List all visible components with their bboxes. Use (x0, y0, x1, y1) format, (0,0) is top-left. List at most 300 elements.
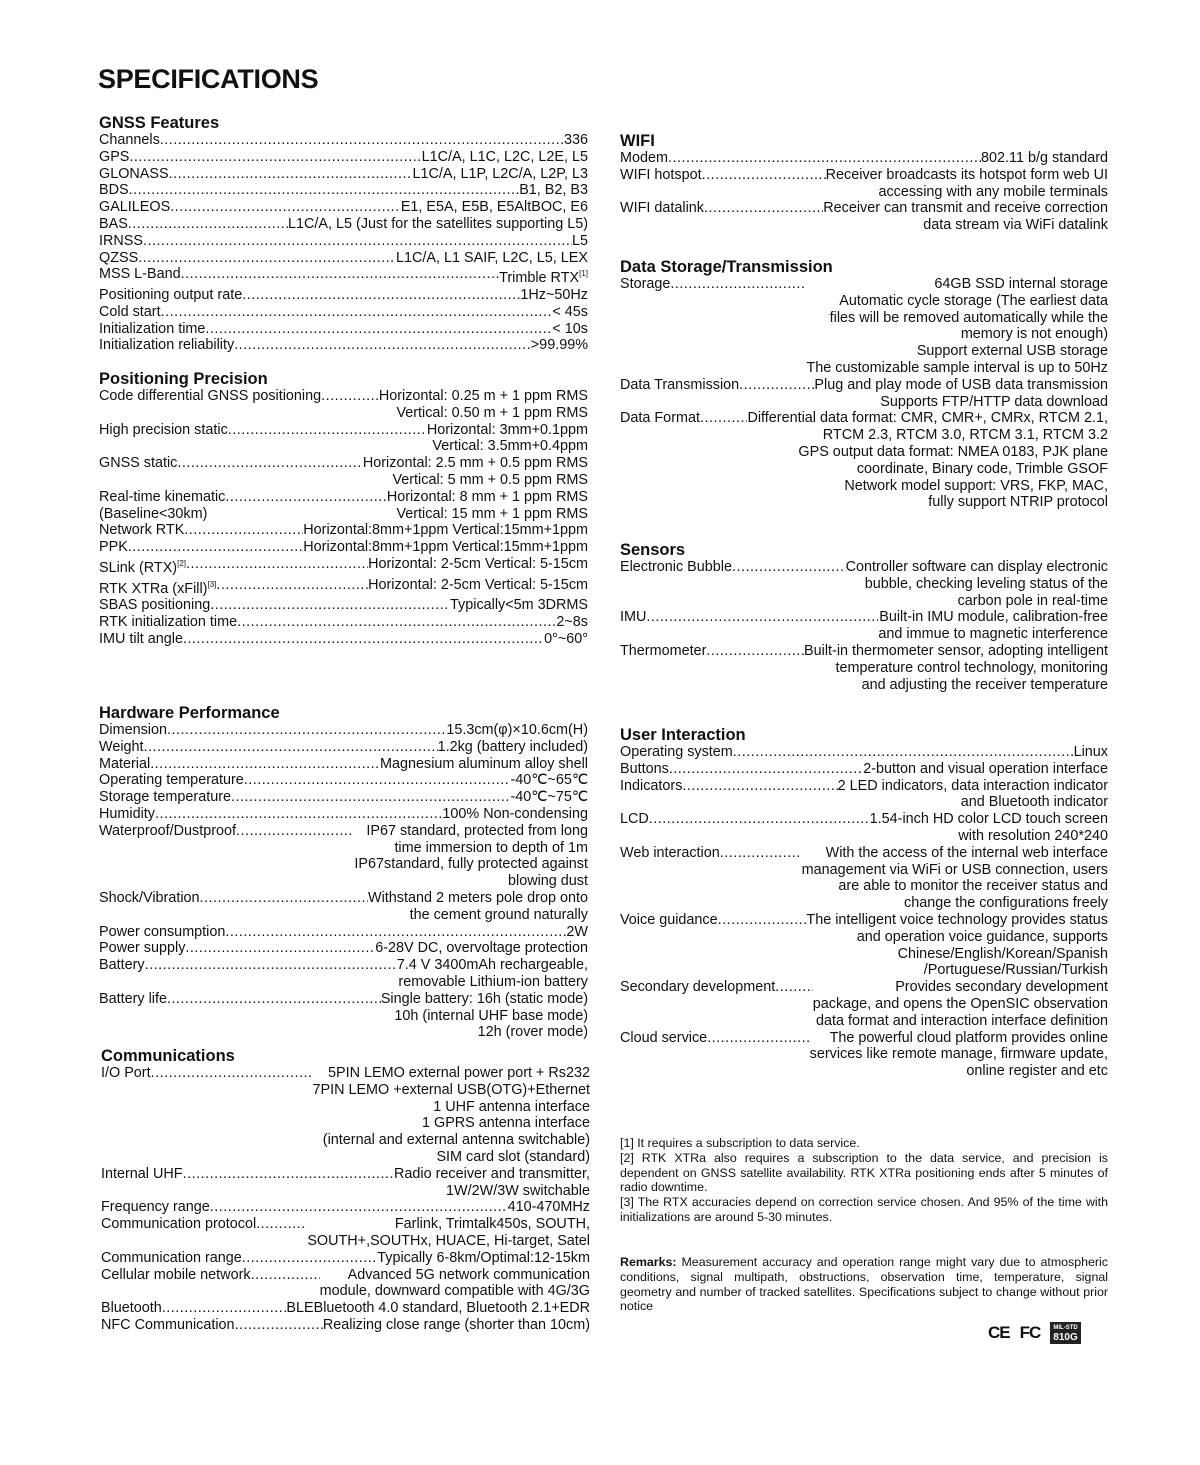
leader-dots (646, 609, 878, 626)
spec-row-wifi-hotspot (620, 167, 1108, 201)
spec-value-line: Differential data format: CMR, CMR+, CMRx, RTCM 2.1, (747, 410, 1108, 427)
spec-row-internal-uhf (101, 1166, 590, 1200)
footnote-1: [1] It requires a subscription to data service. (620, 1136, 860, 1150)
spec-label: Channels (99, 132, 160, 148)
spec-row-irnss (99, 233, 588, 250)
leader-dots (183, 631, 544, 648)
spec-label: RTK XTRa (xFill)[3] (99, 579, 217, 597)
spec-label: Positioning output rate (99, 286, 243, 303)
spec-value-line: Typically 6-8km/Optimal:12-15km (377, 1249, 590, 1266)
mil-std-icon (1050, 1322, 1080, 1344)
spec-value-line: 1W/2W/3W switchable (446, 1182, 590, 1199)
spec-value-line: and adjusting the receiver temperature (861, 676, 1108, 693)
spec-row-initialization-time (99, 321, 588, 338)
spec-value (838, 778, 1108, 812)
spec-value-line: 336 (563, 132, 588, 148)
section-gnss-features (99, 114, 588, 354)
spec-row-baseline-30km (99, 506, 588, 523)
spec-label: Operating temperature (99, 772, 244, 789)
spec-value-line: 6-28V DC, overvoltage protection (375, 940, 588, 957)
spec-row-wifi-datalink (620, 200, 1108, 234)
spec-label: Humidity (99, 805, 155, 822)
spec-value-line: Support external USB storage (916, 343, 1108, 360)
spec-value (354, 823, 588, 890)
spec-value (747, 410, 1108, 511)
spec-value-line: E1, E5A, E5B, E5AltBOC, E6 (400, 199, 588, 216)
spec-label: Thermometer (620, 642, 707, 659)
leader-dots (682, 778, 837, 795)
footnote-2: [2] RTK XTRa also requires a subscription to the data service, and precision is dependent on GNSS satellite availability. RTK XTRa positioning ends after 5 minutes of radio downtime. (620, 1150, 1108, 1195)
spec-value-line: L1C/A, L1 SAIF, L2C, L5, LEX (396, 249, 588, 266)
spec-value (368, 890, 588, 924)
spec-value-line: services like remote manage, firmware update, (809, 1046, 1108, 1063)
spec-row-qzss (99, 250, 588, 267)
spec-value (519, 182, 588, 199)
spec-value-line: and immue to magnetic interference (878, 626, 1108, 643)
spec-value-line: L1C/A, L5 (Just for the satellites supporting L5) (288, 215, 588, 232)
spec-value (499, 266, 588, 287)
spec-value (870, 811, 1108, 845)
spec-row-storage (620, 276, 1108, 377)
spec-value-line: Realizing close range (shorter than 10cm) (322, 1316, 590, 1333)
spec-value-line: Linux (1073, 744, 1108, 760)
leader-dots (151, 1065, 313, 1082)
spec-row-modem (620, 150, 1108, 167)
spec-label: Modem (620, 150, 668, 166)
spec-value-line: Receiver broadcasts its hotspot form web UI (825, 166, 1108, 183)
spec-label: LCD (620, 811, 649, 828)
spec-value-line: accessing with any mobile terminals (878, 183, 1108, 200)
spec-value (427, 422, 588, 456)
spec-value (401, 199, 588, 216)
leader-dots (649, 811, 870, 828)
spec-value (552, 304, 588, 321)
spec-value-line: Advanced 5G network communication (347, 1266, 590, 1283)
spec-label: Power supply (99, 940, 186, 957)
section-wifi (620, 132, 1108, 234)
spec-label: High precision static (99, 421, 228, 438)
spec-label: Buttons (620, 760, 669, 777)
spec-value (981, 150, 1108, 167)
spec-value-line: Vertical: 15 mm + 1 ppm RMS (396, 505, 588, 522)
spec-row-i-o-port (101, 1065, 590, 1166)
spec-value-line: Network model support: VRS, FKP, MAC, (844, 477, 1108, 494)
spec-value-line: 1 GPRS antenna interface (422, 1115, 590, 1132)
spec-value (450, 597, 588, 614)
leader-dots (167, 991, 381, 1008)
spec-value (814, 377, 1108, 411)
spec-label: IMU (620, 609, 647, 626)
spec-label: Dimension (99, 722, 167, 738)
spec-row-secondary-development (620, 979, 1108, 1029)
spec-value-line: removable Lithium-ion battery (398, 973, 588, 990)
spec-value (286, 1300, 590, 1317)
spec-row-galileos (99, 199, 588, 216)
spec-value (1074, 744, 1108, 761)
spec-label: Material (99, 755, 151, 772)
spec-value-line: coordinate, Binary code, Trimble GSOF (856, 460, 1108, 477)
spec-value (810, 1030, 1108, 1080)
spec-value (394, 1166, 590, 1200)
spec-row-rtk-xtra-xfill (99, 577, 588, 598)
spec-value-line: 1.2kg (battery included) (437, 738, 588, 755)
leader-dots (128, 216, 288, 233)
spec-value-line: < 10s (552, 320, 588, 337)
spec-value (288, 216, 588, 233)
spec-value-line: module, downward compatible with 4G/3G (319, 1283, 590, 1300)
spec-value-line: 7.4 V 3400mAh rechargeable, (396, 957, 588, 974)
spec-value-line: data stream via WiFi datalink (923, 217, 1108, 234)
spec-value (380, 756, 588, 773)
spec-value (422, 149, 588, 166)
spec-value-line: -40℃~65℃ (510, 772, 588, 789)
spec-value (446, 722, 588, 739)
spec-value-line: -40℃~75℃ (510, 789, 588, 806)
spec-value (320, 1267, 590, 1301)
spec-value (806, 276, 1108, 377)
spec-value-line: blowing dust (508, 873, 588, 890)
spec-row-thermometer (620, 643, 1108, 693)
spec-value-line: Vertical: 5 mm + 0.5 ppm RMS (392, 471, 588, 488)
spec-value-line: 7PIN LEMO +external USB(OTG)+Ethernet (312, 1081, 590, 1098)
spec-value-line: Vertical: 3.5mm+0.4ppm (432, 438, 588, 455)
spec-value-line: memory is not enough) (960, 326, 1108, 343)
leader-dots (205, 321, 552, 338)
spec-label: Indicators (620, 777, 683, 794)
leader-dots (216, 577, 368, 594)
spec-value (375, 940, 588, 957)
spec-value-line: online register and etc (966, 1063, 1108, 1080)
spec-row-bds (99, 182, 588, 199)
spec-row-real-time-kinematic (99, 489, 588, 506)
mil-std-top: MIL-STD (1053, 1325, 1078, 1331)
spec-value (826, 167, 1108, 201)
spec-value-line: management via WiFi or USB connection, users (801, 861, 1108, 878)
spec-label: Operating system (620, 744, 733, 760)
spec-value-line: 2-button and visual operation interface (863, 760, 1108, 777)
section-data-storage-transmission (620, 258, 1108, 511)
spec-label: Cloud service (620, 1029, 708, 1046)
spec-value-line: Radio receiver and transmitter, (394, 1165, 590, 1182)
spec-row-code-differential-gnss-positioning (99, 388, 588, 422)
spec-row-communication-range (101, 1250, 590, 1267)
leader-dots (234, 337, 531, 354)
spec-value (520, 287, 588, 304)
leader-dots (177, 455, 362, 472)
spec-label: (Baseline<30km) (99, 505, 208, 522)
spec-row-communication-protocol (101, 1216, 590, 1250)
spec-row-waterproof-dustproof (99, 823, 588, 890)
leader-dots (162, 1300, 287, 1317)
spec-value (397, 957, 588, 991)
spec-label: Waterproof/Dustproof (99, 822, 237, 839)
spec-row-mss-l-band (99, 266, 588, 287)
leader-dots (167, 722, 446, 739)
spec-value (363, 455, 588, 489)
spec-row-web-interaction (620, 845, 1108, 912)
leader-dots (185, 940, 375, 957)
spec-value-line: 0°~60° (544, 630, 588, 647)
spec-value-line: fully support NTRIP protocol (928, 494, 1108, 511)
spec-value-line: are able to monitor the receiver status and (838, 878, 1108, 895)
fcc-mark-icon: FC (1019, 1323, 1041, 1342)
leader-dots (210, 597, 450, 614)
spec-value (564, 132, 588, 149)
certification-marks (988, 1323, 1081, 1343)
spec-value-line: 12h (rover mode) (477, 1024, 588, 1041)
spec-label: Storage temperature (99, 789, 231, 806)
spec-value-line: Horizontal: 3mm+0.1ppm (426, 421, 588, 438)
spec-value (566, 924, 588, 941)
spec-value-line: 64GB SSD internal storage (934, 276, 1108, 292)
spec-row-power-supply (99, 940, 588, 957)
spec-value-line: With the access of the internal web interface (825, 844, 1108, 861)
section-title: Sensors (620, 541, 686, 559)
spec-value (806, 912, 1108, 979)
spec-row-imu-tilt-angle (99, 631, 588, 648)
spec-value-line: 1.54-inch HD color LCD touch screen (869, 811, 1108, 828)
spec-row-power-consumption (99, 924, 588, 941)
section-positioning-precision (99, 370, 588, 648)
spec-value-line: SOUTH+,SOUTHx, HUACE, Hi-target, Satel (307, 1232, 590, 1249)
spec-row-imu (620, 609, 1108, 643)
spec-row-gnss-static (99, 455, 588, 489)
spec-value-line: GPS output data format: NMEA 0183, PJK plane (798, 443, 1108, 460)
spec-label: BAS (99, 215, 128, 232)
spec-value-line: Controller software can display electronic (845, 559, 1108, 575)
spec-row-cloud-service (620, 1030, 1108, 1080)
spec-row-storage-temperature (99, 789, 588, 806)
spec-value-line: data format and interaction interface definition (816, 1012, 1108, 1029)
footnote-3: [3] The RTX accuracies depend on correction service chosen. And 95% of the time with initializations are around 5-30 minutes. (620, 1195, 1108, 1224)
spec-label: Electronic Bubble (620, 559, 732, 575)
spec-value (387, 489, 588, 506)
spec-value-line: Horizontal: 0.25 m + 1 ppm RMS (378, 388, 588, 404)
spec-label: Initialization reliability (99, 337, 235, 354)
spec-label: Data Format (620, 410, 700, 427)
spec-label: Frequency range (101, 1199, 210, 1216)
leader-dots (700, 410, 747, 427)
spec-row-humidity (99, 806, 588, 823)
section-title: GNSS Features (99, 114, 220, 132)
spec-value-line: The intelligent voice technology provides status (806, 911, 1108, 928)
spec-label: WIFI hotspot (620, 166, 702, 183)
spec-value (379, 388, 588, 422)
spec-row-initialization-reliability (99, 337, 588, 354)
spec-value-line: >99.99% (530, 337, 588, 354)
spec-row-material (99, 756, 588, 773)
spec-value-line: Vertical: 0.50 m + 1 ppm RMS (396, 404, 588, 421)
spec-value-line: 2~8s (556, 613, 588, 630)
leader-dots (228, 422, 427, 439)
spec-value-line: (internal and external antenna switchable) (322, 1132, 590, 1149)
leader-dots (670, 276, 806, 293)
spec-value-line: Horizontal: 2-5cm Vertical: 5-15cm (368, 576, 588, 593)
spec-label: GNSS static (99, 455, 178, 472)
spec-value-line: carbon pole in real-time (957, 592, 1108, 609)
spec-label: Power consumption (99, 923, 226, 940)
spec-label: GPS (99, 148, 130, 165)
spec-row-shock-vibration (99, 890, 588, 924)
leader-dots (235, 1317, 323, 1334)
spec-row-slink-rtx (99, 556, 588, 577)
spec-value (823, 200, 1108, 234)
spec-row-glonass (99, 166, 588, 183)
spec-value-line: Horizontal:8mm+1ppm Vertical:15mm+1ppm (303, 539, 588, 556)
spec-value-line: Horizontal: 8 mm + 1 ppm RMS (386, 488, 588, 505)
spec-value-line: Built-in thermometer sensor, adopting intelligent (804, 642, 1108, 659)
spec-value (846, 559, 1108, 609)
leader-dots (668, 150, 981, 167)
spec-row-gps (99, 149, 588, 166)
spec-row-battery (99, 957, 588, 991)
spec-value (442, 806, 588, 823)
spec-label: QZSS (99, 249, 139, 266)
spec-row-cold-start (99, 304, 588, 321)
leader-dots (256, 1216, 307, 1233)
spec-value (510, 772, 588, 789)
spec-row-sbas-positioning (99, 597, 588, 614)
section-communications (101, 1047, 590, 1334)
spec-value (813, 979, 1108, 1029)
spec-value (312, 1065, 590, 1166)
ce-mark-icon: CE (988, 1323, 1010, 1342)
remarks-label: Remarks: (620, 1255, 677, 1269)
spec-value-line: 2 LED indicators, data interaction indicator (837, 777, 1108, 794)
spec-value-line: Magnesium aluminum alloy shell (380, 755, 588, 772)
spec-label: GALILEOS (99, 199, 171, 216)
spec-label: Weight (99, 738, 144, 755)
spec-label: PPK (99, 539, 128, 556)
spec-value-line: the cement ground naturally (409, 906, 588, 923)
spec-value (572, 233, 588, 250)
leader-dots (242, 1250, 377, 1267)
spec-label: Real-time kinematic (99, 488, 226, 505)
spec-label: BDS (99, 182, 129, 199)
spec-value-line: B1, B2, B3 (519, 182, 588, 199)
spec-row-cellular-mobile-network (101, 1267, 590, 1301)
leader-dots (138, 250, 396, 267)
footnote-marker: [3] (207, 579, 217, 589)
leader-dots (669, 761, 863, 778)
spec-value (368, 577, 588, 594)
spec-row-nfc-communication (101, 1317, 590, 1334)
section-hardware-performance (99, 704, 588, 1041)
leader-dots (718, 912, 807, 929)
spec-label: Secondary development (620, 979, 776, 996)
spec-label: Initialization time (99, 320, 206, 337)
spec-value-line: Supports FTP/HTTP data download (880, 393, 1108, 410)
leader-dots (150, 756, 380, 773)
spec-label: Communication protocol (101, 1216, 257, 1233)
section-title: Communications (101, 1047, 235, 1065)
spec-label: NFC Communication (101, 1316, 235, 1333)
spec-value (307, 1216, 590, 1250)
leader-dots (186, 556, 368, 573)
spec-label: Cellular mobile network (101, 1266, 251, 1283)
section-title: WIFI (620, 132, 655, 150)
leader-dots (702, 167, 826, 184)
spec-label: SLink (RTX)[2] (99, 558, 187, 576)
leader-dots (184, 522, 303, 539)
spec-label: Internal UHF (101, 1165, 183, 1182)
spec-row-operating-temperature (99, 772, 588, 789)
leader-dots (706, 643, 804, 660)
leader-dots (251, 1267, 320, 1284)
spec-value-line: and operation voice guidance, supports (856, 928, 1108, 945)
spec-value (303, 539, 588, 556)
spec-value-line: Built-in IMU module, calibration-free (879, 609, 1108, 626)
spec-label: RTK initialization time (99, 613, 238, 630)
spec-label: Voice guidance (620, 911, 718, 928)
spec-value-line: L1C/A, L1C, L2C, L2E, L5 (421, 148, 588, 165)
spec-value-line: < 45s (552, 303, 588, 320)
spec-value-line: bubble, checking leveling status of the (864, 575, 1108, 592)
leader-dots (155, 806, 442, 823)
section-title: Positioning Precision (99, 370, 268, 388)
spec-row-network-rtk (99, 522, 588, 539)
spec-label: Network RTK (99, 522, 185, 539)
leader-dots (143, 233, 572, 250)
spec-value-line: temperature control technology, monitoring (835, 659, 1108, 676)
spec-value-line: 410-470MHz (507, 1199, 590, 1216)
spec-value-line: Horizontal: 2-5cm Vertical: 5-15cm (368, 555, 588, 572)
spec-value-line: L1C/A, L1P, L2C/A, L2P, L3 (412, 165, 588, 182)
leader-dots (707, 1030, 809, 1047)
spec-value-line: BLEBluetooth 4.0 standard, Bluetooth 2.1+EDR (286, 1300, 590, 1317)
spec-row-buttons (620, 761, 1108, 778)
spec-value-line: Typically<5m 3DRMS (450, 597, 588, 614)
leader-dots (128, 539, 303, 556)
spec-label: IMU tilt angle (99, 630, 183, 647)
spec-value (508, 1199, 590, 1216)
spec-value-line: SIM card slot (standard) (436, 1148, 590, 1165)
spec-value-line: L5 (571, 232, 588, 249)
section-sensors (620, 541, 1108, 693)
leader-dots (739, 377, 814, 394)
spec-label: Storage (620, 276, 671, 292)
leader-dots (200, 890, 368, 907)
spec-value (303, 522, 588, 539)
spec-row-operating-system (620, 744, 1108, 761)
spec-value-line: 802.11 b/g standard (981, 150, 1108, 166)
spec-label: Web interaction (620, 844, 720, 861)
spec-label: Code differential GNSS positioning (99, 388, 322, 404)
spec-value (544, 631, 588, 648)
spec-label: SBAS positioning (99, 597, 211, 614)
spec-row-high-precision-static (99, 422, 588, 456)
spec-row-bluetooth (101, 1300, 590, 1317)
spec-value-line: 1Hz~50Hz (520, 286, 588, 303)
spec-row-dimension (99, 722, 588, 739)
spec-label: WIFI datalink (620, 200, 704, 217)
leader-dots (231, 789, 510, 806)
spec-label: Communication range (101, 1249, 242, 1266)
leader-dots (170, 199, 401, 216)
spec-label: MSS L-Band (99, 266, 181, 283)
footnote-marker: [2] (177, 558, 187, 568)
spec-value (878, 609, 1108, 643)
spec-value (377, 1250, 590, 1267)
spec-row-ppk (99, 539, 588, 556)
remarks-text: Measurement accuracy and operation range might vary due to atmospheric conditions, signal multipath, obstructions, observation time, temperature, signal geometry and number of tracked satellites. Specifications subject to change without prior notice (620, 1255, 1108, 1314)
spec-value (381, 991, 588, 1041)
spec-value-line: Chinese/English/Korean/Spanish (897, 945, 1108, 962)
leader-dots (145, 957, 397, 974)
spec-value-line: IP67 standard, protected from long (366, 822, 588, 839)
spec-row-voice-guidance (620, 912, 1108, 979)
spec-row-bas (99, 216, 588, 233)
